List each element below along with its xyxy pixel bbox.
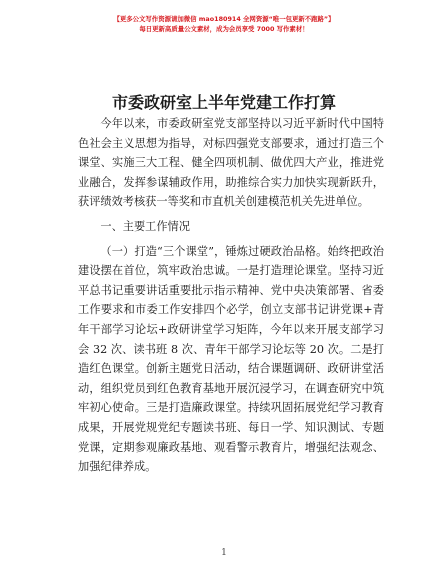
document-title: 市委政研室上半年党建工作打算: [111, 93, 336, 112]
promo-banner-line-1: 【更多公文写作资源请加微信 mao180914 全网资源“唯一包更新不跑路”】: [113, 15, 335, 23]
page-number: 1: [221, 548, 227, 558]
promo-banner-line-2: 每日更新高质量公文素材，成为会员享受 7000 写作素材！: [139, 25, 309, 33]
document-body: [78, 114, 384, 477]
section-heading: 一、主要工作情况: [100, 219, 190, 233]
body-paragraph: （一）打造“三个课堂”，锤炼过硬政治品格。始终把政治建设摆在首位，筑牢政治忠诚。一是打造理论课堂。坚持习近平总书记重要讲话重要批示指示精神、党中央决策部署、省委工作要求和市委工作安排四个必学，创立支部书记讲党课+青年干部学习论坛+政研讲堂学习矩阵，今年以来开展支部学习会 32 次、读书班 8 次、青年干部学习论坛等 20 次。二是打造红色课堂。创新主题党日活动，结合课题调研、政研讲堂活动，组织党员到红色教育基地开展沉浸学习，在调查研究中筑牢初心使命。三是打造廉政课堂。持续巩固拓展党纪学习教育成果，开展党规党纪专题读书班、每日一学、知识测试、专题党课，定期参观廉政基地、观看警示教育片，增强纪法观念、加强纪律养成。: [78, 244, 384, 474]
promo-banner: [0, 14, 448, 34]
intro-paragraph: 今年以来，市委政研室党支部坚持以习近平新时代中国特色社会主义思想为指导，对标四强党支部要求，通过打造三个课堂、实施三大工程、健全四项机制、做优四大产业，推进党业融合，发挥参谋辅政作用，助推综合实力加快实现新跃升，获评绩效考核获一等奖和市直机关创建模范机关先进单位。: [78, 117, 384, 209]
